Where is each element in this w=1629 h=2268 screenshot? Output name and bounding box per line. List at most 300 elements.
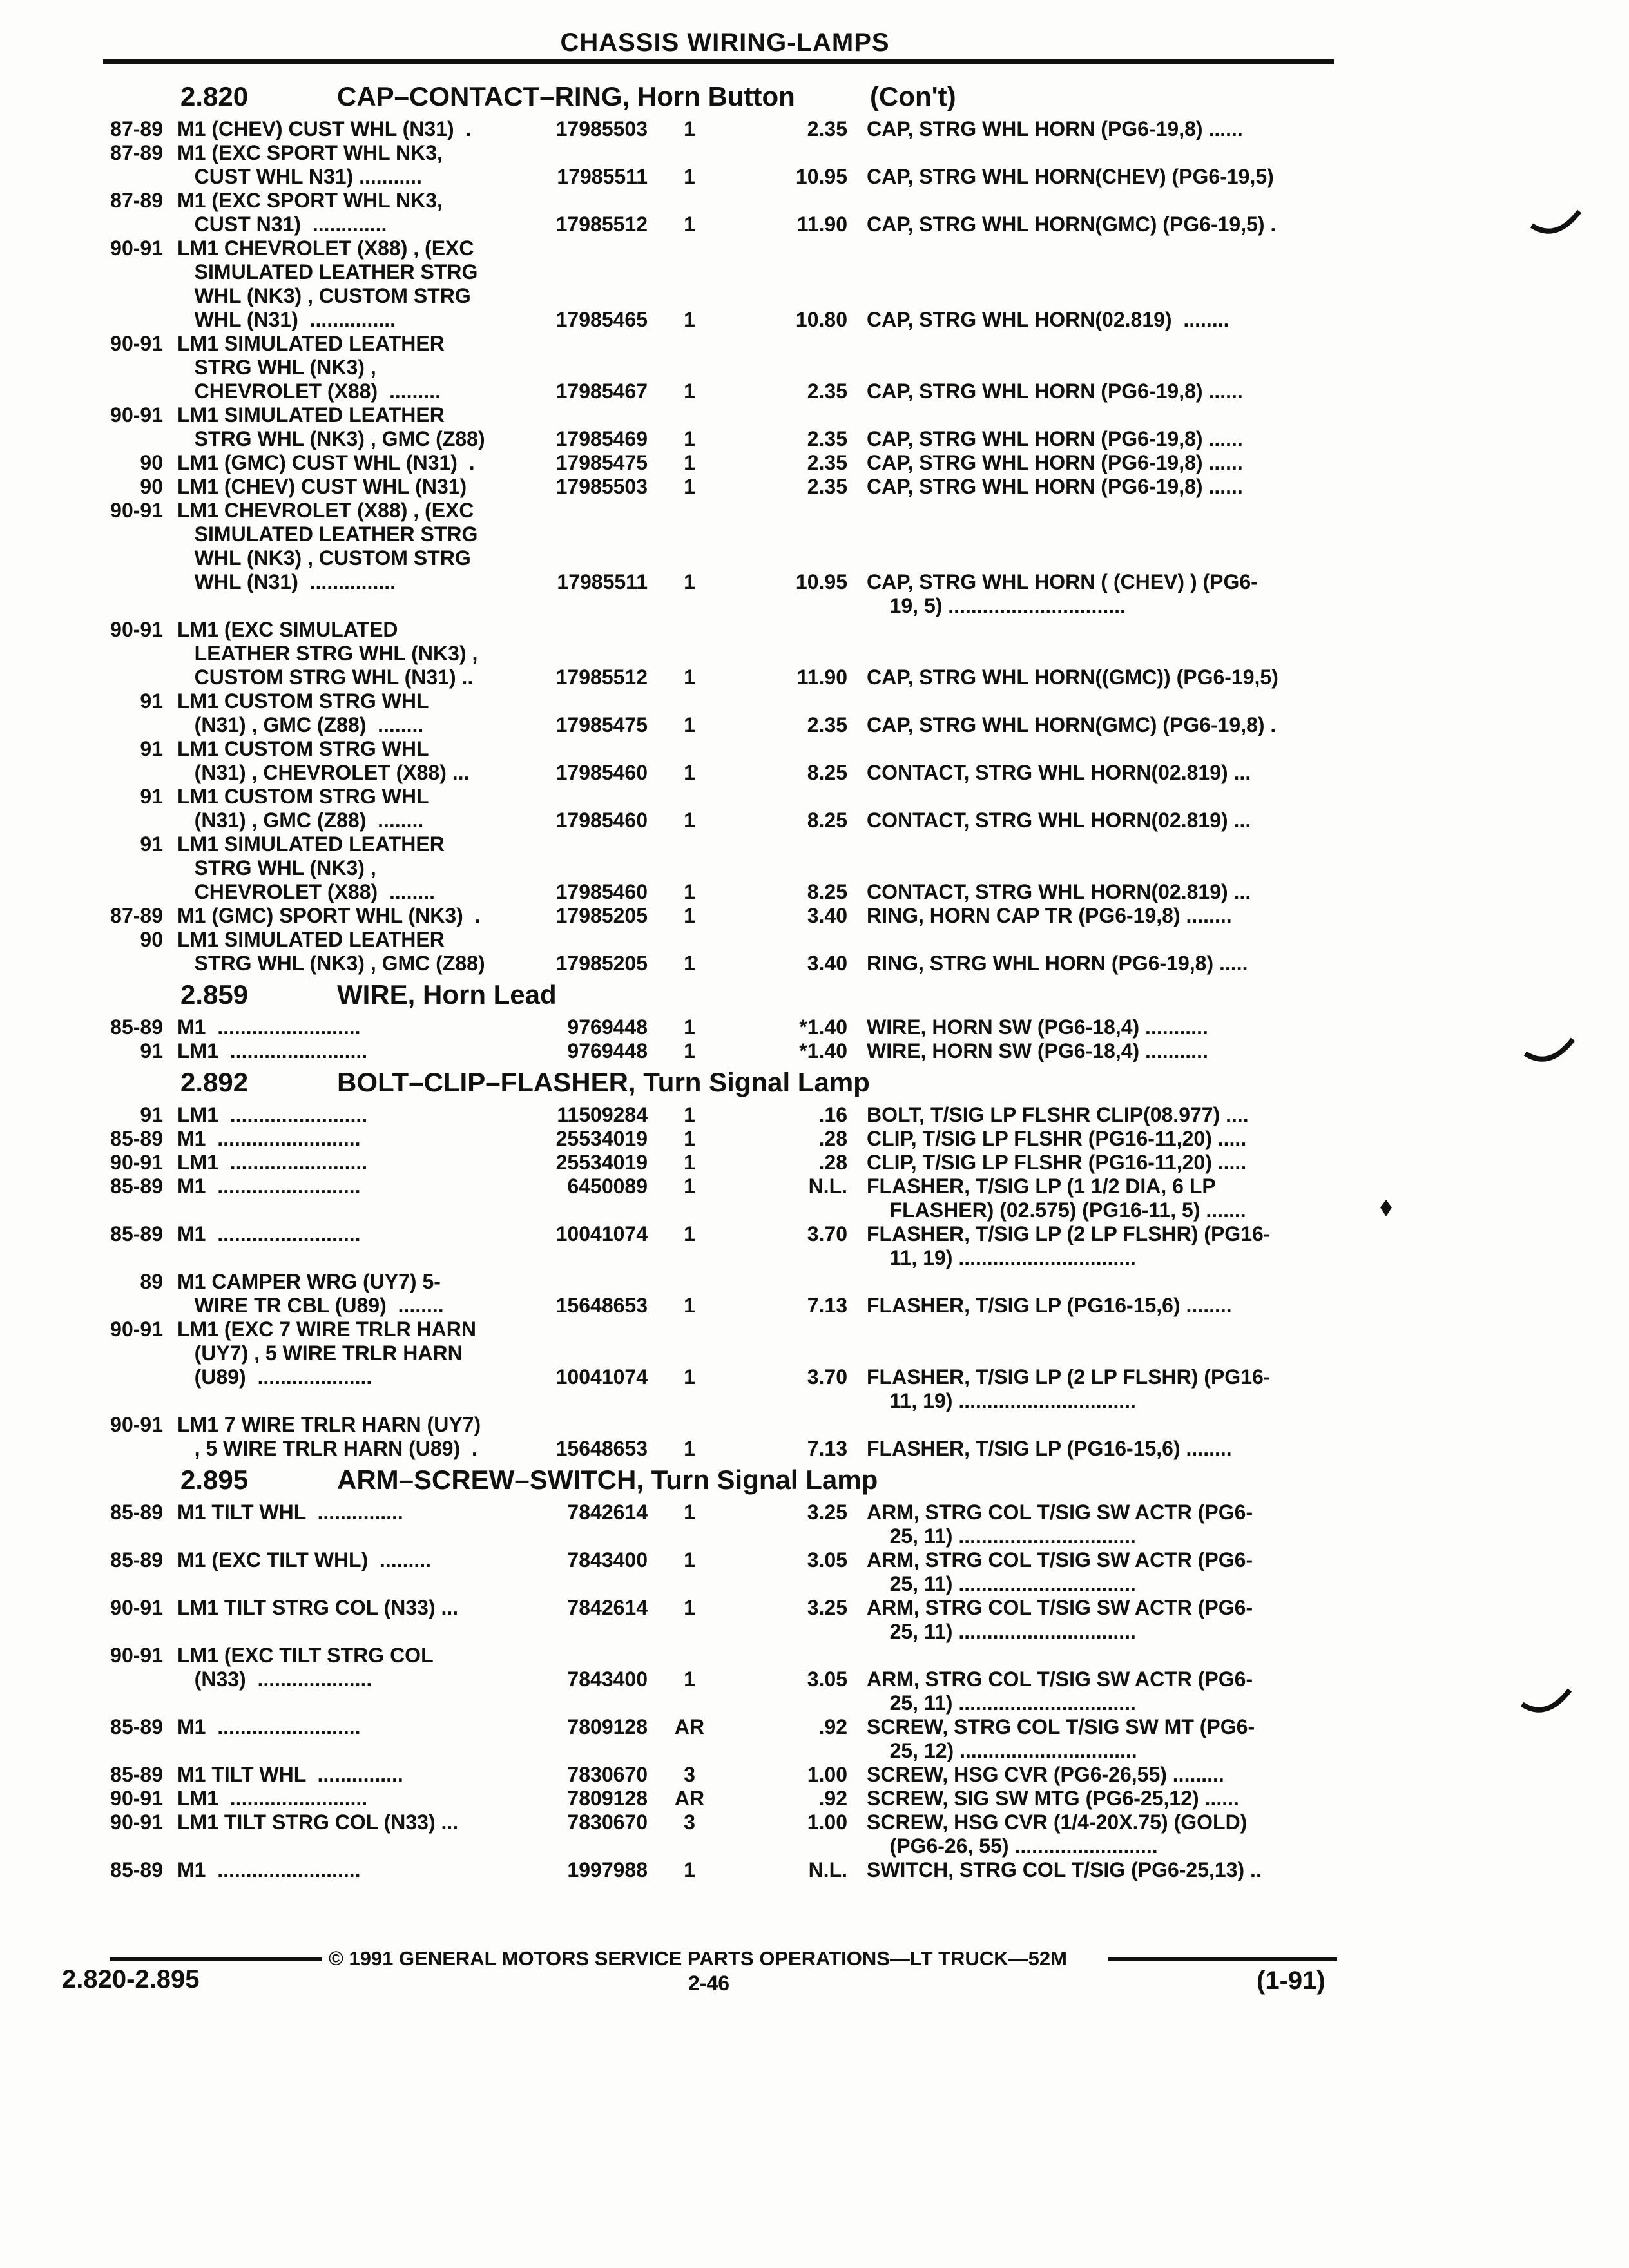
usage-line: SIMULATED LEATHER STRG (177, 260, 478, 284)
price: 3.40 (807, 952, 847, 975)
model-years: 90-91 (110, 1644, 163, 1667)
section-number: 2.859 (180, 979, 249, 1010)
part-name-line: 25, 12) ............................... (867, 1739, 1137, 1762)
table-row (93, 1811, 1340, 1858)
quantity: 1 (684, 308, 695, 331)
part-name-line: (PG6-26, 55) ......................... (867, 1834, 1158, 1858)
usage-line: (UY7) , 5 WIRE TRLR HARN (177, 1341, 463, 1365)
section-continued: (Con't) (870, 81, 956, 111)
part-name-line: CAP, STRG WHL HORN (PG6-19,8) ...... (867, 451, 1243, 474)
binder-mark-icon (1521, 1685, 1572, 1717)
table-row (93, 1039, 1340, 1063)
section-number: 2.895 (180, 1465, 249, 1495)
part-number: 17985469 (555, 427, 648, 450)
model-years: 90-91 (110, 1787, 163, 1810)
part-name-line: BOLT, T/SIG LP FLSHR CLIP(08.977) .... (867, 1103, 1249, 1126)
part-number: 17985205 (555, 904, 648, 927)
part-name (867, 427, 1344, 451)
footer-section-range: 2.820-2.895 (62, 1965, 200, 1994)
price: .92 (818, 1787, 847, 1810)
part-name-line: CAP, STRG WHL HORN (PG6-19,8) ...... (867, 427, 1243, 450)
table-row (93, 1270, 1340, 1318)
table-row (93, 1644, 1340, 1715)
table-row (93, 1103, 1340, 1127)
price: N.L. (808, 1175, 847, 1198)
quantity: AR (674, 1787, 705, 1810)
ink-spot-icon (1378, 1198, 1394, 1218)
usage-line: LM1 CUSTOM STRG WHL (177, 737, 429, 760)
usage-line: WHL (NK3) , CUSTOM STRG (177, 546, 471, 570)
quantity: 1 (684, 809, 695, 832)
usage-line: LM1 SIMULATED LEATHER (177, 403, 445, 427)
usage-line: LM1 (EXC TILT STRG COL (177, 1644, 434, 1667)
model-years: 90-91 (110, 332, 163, 355)
usage-line: M1 ......................... (177, 1222, 361, 1245)
table-row (93, 141, 1340, 189)
usage-line: (U89) .................... (177, 1365, 372, 1389)
part-name-line: ARM, STRG COL T/SIG SW ACTR (PG6- (867, 1548, 1253, 1571)
quantity: 1 (684, 952, 695, 975)
quantity: 1 (684, 1103, 695, 1126)
price: 10.95 (795, 165, 847, 188)
usage-line: CUST N31) ............. (177, 213, 387, 236)
part-name (867, 475, 1344, 499)
usage-line: (N33) .................... (177, 1667, 372, 1691)
price: 10.95 (795, 570, 847, 593)
model-years: 89 (140, 1270, 163, 1293)
quantity: 1 (684, 1365, 695, 1389)
section-heading (93, 1063, 1340, 1103)
usage-line: LM1 (EXC 7 WIRE TRLR HARN (177, 1318, 476, 1341)
part-number: 17985460 (555, 761, 648, 784)
price: 3.05 (807, 1548, 847, 1571)
part-name-line: SCREW, HSG CVR (PG6-26,55) ......... (867, 1763, 1224, 1786)
part-number: 6450089 (567, 1175, 648, 1198)
table-row (93, 1015, 1340, 1039)
part-number: 15648653 (555, 1437, 648, 1460)
quantity: 1 (684, 451, 695, 474)
usage-line: LM1 CHEVROLET (X88) , (EXC (177, 236, 474, 260)
part-name (867, 380, 1344, 403)
part-name-line: SWITCH, STRG COL T/SIG (PG6-25,13) .. (867, 1858, 1262, 1881)
model-years: 90-91 (110, 236, 163, 260)
part-name (867, 1437, 1344, 1461)
part-name-line: CAP, STRG WHL HORN (PG6-19,8) ...... (867, 380, 1243, 403)
price: *1.40 (799, 1015, 847, 1039)
usage-line: M1 ......................... (177, 1175, 361, 1198)
part-name (867, 713, 1344, 737)
usage-line: CHEVROLET (X88) ......... (177, 380, 441, 403)
part-name (867, 666, 1344, 689)
part-name-line: CAP, STRG WHL HORN(GMC) (PG6-19,5) . (867, 213, 1277, 236)
usage-line: LM1 ........................ (177, 1787, 368, 1810)
quantity: 1 (684, 380, 695, 403)
part-name-line: RING, STRG WHL HORN (PG6-19,8) ..... (867, 952, 1248, 975)
model-years: 90-91 (110, 1151, 163, 1174)
usage-line: CHEVROLET (X88) ........ (177, 880, 436, 903)
usage-line: M1 ......................... (177, 1127, 361, 1150)
quantity: 1 (684, 713, 695, 736)
part-name-line: 19, 5) ............................... (867, 594, 1126, 617)
quantity: 1 (684, 666, 695, 689)
model-years: 90-91 (110, 1596, 163, 1619)
model-years: 91 (140, 785, 163, 808)
footer-rule-left (110, 1957, 322, 1961)
model-years: 87-89 (110, 904, 163, 927)
usage-line: WHL (N31) ............... (177, 308, 396, 331)
model-years: 91 (140, 1103, 163, 1126)
part-name-line: SCREW, STRG COL T/SIG SW MT (PG6- (867, 1715, 1255, 1738)
usage-line: LM1 SIMULATED LEATHER (177, 832, 445, 856)
table-row (93, 928, 1340, 975)
part-name-line: CAP, STRG WHL HORN(02.819) ........ (867, 308, 1229, 331)
part-number: 17985205 (555, 952, 648, 975)
part-name-line: CAP, STRG WHL HORN((GMC)) (PG6-19,5) (867, 666, 1278, 689)
table-row (93, 785, 1340, 832)
model-years: 90-91 (110, 1413, 163, 1436)
binder-mark-icon (1530, 206, 1582, 238)
part-number: 17985475 (555, 451, 648, 474)
part-name (867, 1015, 1344, 1039)
table-row (93, 189, 1340, 236)
price: 11.90 (796, 666, 847, 689)
section-number: 2.820 (180, 81, 249, 111)
part-name-line: WIRE, HORN SW (PG6-18,4) ........... (867, 1015, 1208, 1039)
part-name (867, 1763, 1344, 1787)
quantity: 1 (684, 1596, 695, 1619)
quantity: 1 (684, 1127, 695, 1150)
table-row (93, 475, 1340, 499)
quantity: 1 (684, 570, 695, 593)
model-years: 85-89 (110, 1222, 163, 1245)
part-name-line: FLASHER, T/SIG LP (1 1/2 DIA, 6 LP (867, 1175, 1216, 1198)
price: 2.35 (807, 713, 847, 736)
price: N.L. (808, 1858, 847, 1881)
quantity: 1 (684, 1667, 695, 1691)
price: 2.35 (807, 475, 847, 498)
price: 10.80 (795, 308, 847, 331)
part-name (867, 1103, 1344, 1127)
price: 8.25 (807, 761, 847, 784)
page-title: CHASSIS WIRING-LAMPS (560, 28, 890, 57)
usage-line: LM1 TILT STRG COL (N33) ... (177, 1811, 459, 1834)
table-row (93, 1222, 1340, 1270)
part-number: 7843400 (567, 1667, 648, 1691)
table-row (93, 236, 1340, 332)
usage-line: STRG WHL (NK3) , (177, 856, 376, 879)
table-row (93, 689, 1340, 737)
usage-line: WIRE TR CBL (U89) ........ (177, 1294, 444, 1317)
section-heading (93, 975, 1340, 1015)
part-name (867, 952, 1344, 975)
usage-line: LEATHER STRG WHL (NK3) , (177, 642, 478, 665)
price: 3.25 (807, 1501, 847, 1524)
quantity: 1 (684, 1548, 695, 1571)
part-name (867, 1811, 1344, 1858)
footer-rule-right (1108, 1957, 1337, 1961)
section-title: ARM–SCREW–SWITCH, Turn Signal Lamp (337, 1465, 878, 1495)
quantity: AR (674, 1715, 705, 1738)
model-years: 91 (140, 689, 163, 713)
usage-line: STRG WHL (NK3) , GMC (Z88) (177, 427, 485, 450)
quantity: 1 (684, 1039, 695, 1062)
parts-catalog (93, 77, 1340, 1882)
part-name-line: RING, HORN CAP TR (PG6-19,8) ........ (867, 904, 1232, 927)
part-name-line: CLIP, T/SIG LP FLSHR (PG16-11,20) ..... (867, 1127, 1247, 1150)
table-row (93, 618, 1340, 689)
part-name-line: CAP, STRG WHL HORN(GMC) (PG6-19,8) . (867, 713, 1277, 736)
table-row (93, 832, 1340, 904)
part-number: 9769448 (567, 1039, 648, 1062)
usage-line: M1 ......................... (177, 1015, 361, 1039)
table-row (93, 1127, 1340, 1151)
price: 7.13 (807, 1437, 847, 1460)
part-name (867, 1667, 1344, 1715)
part-name-line: 11, 19) ............................... (867, 1246, 1136, 1269)
price: .92 (818, 1715, 847, 1738)
usage-line: LM1 SIMULATED LEATHER (177, 332, 445, 355)
part-name-line: CAP, STRG WHL HORN (PG6-19,8) ...... (867, 475, 1243, 498)
part-number: 17985512 (555, 213, 648, 236)
usage-line: STRG WHL (NK3) , (177, 356, 376, 379)
quantity: 1 (684, 1858, 695, 1881)
price: .28 (818, 1127, 847, 1150)
price: 3.05 (807, 1667, 847, 1691)
usage-line: LM1 (GMC) CUST WHL (N31) . (177, 451, 475, 474)
model-years: 91 (140, 832, 163, 856)
part-name (867, 1501, 1344, 1548)
model-years: 85-89 (110, 1175, 163, 1198)
usage-line: WHL (NK3) , CUSTOM STRG (177, 284, 471, 307)
quantity: 1 (684, 1294, 695, 1317)
model-years: 85-89 (110, 1548, 163, 1571)
part-name (867, 1715, 1344, 1763)
part-name-line: CONTACT, STRG WHL HORN(02.819) ... (867, 761, 1251, 784)
part-name (867, 904, 1344, 928)
quantity: 1 (684, 1015, 695, 1039)
quantity: 1 (684, 475, 695, 498)
model-years: 85-89 (110, 1715, 163, 1738)
header-rule (103, 59, 1334, 64)
model-years: 85-89 (110, 1858, 163, 1881)
quantity: 1 (684, 761, 695, 784)
part-name-line: FLASHER, T/SIG LP (2 LP FLSHR) (PG16- (867, 1222, 1271, 1245)
usage-line: LM1 CUSTOM STRG WHL (177, 785, 429, 808)
part-number: 17985512 (555, 666, 648, 689)
part-name-line: CAP, STRG WHL HORN ( (CHEV) ) (PG6- (867, 570, 1258, 593)
part-name (867, 213, 1344, 236)
quantity: 1 (684, 880, 695, 903)
usage-line: LM1 CUSTOM STRG WHL (177, 689, 429, 713)
part-number: 1997988 (567, 1858, 648, 1881)
price: 2.35 (807, 427, 847, 450)
usage-line: LM1 (EXC SIMULATED (177, 618, 398, 641)
table-row (93, 451, 1340, 475)
quantity: 1 (684, 427, 695, 450)
usage-line: LM1 7 WIRE TRLR HARN (UY7) (177, 1413, 481, 1436)
part-name-line: ARM, STRG COL T/SIG SW ACTR (PG6- (867, 1667, 1253, 1691)
section-heading (93, 1461, 1340, 1501)
quantity: 3 (684, 1811, 695, 1834)
quantity: 1 (684, 1151, 695, 1174)
table-row (93, 332, 1340, 403)
table-row (93, 1596, 1340, 1644)
part-name (867, 809, 1344, 832)
price: 3.25 (807, 1596, 847, 1619)
part-name (867, 1858, 1344, 1882)
usage-line: CUSTOM STRG WHL (N31) .. (177, 666, 474, 689)
usage-line: (N31) , CHEVROLET (X88) ... (177, 761, 470, 784)
usage-line: CUST WHL N31) ........... (177, 165, 422, 188)
model-years: 91 (140, 1039, 163, 1062)
part-name (867, 570, 1344, 618)
section-title: WIRE, Horn Lead (337, 979, 557, 1010)
model-years: 87-89 (110, 117, 163, 140)
part-name (867, 761, 1344, 785)
part-name-line: 11, 19) ............................... (867, 1389, 1136, 1412)
section-heading (93, 77, 1340, 117)
usage-line: M1 (EXC SPORT WHL NK3, (177, 189, 443, 212)
price: .16 (818, 1103, 847, 1126)
price: 3.40 (807, 904, 847, 927)
section-title: CAP–CONTACT–RING, Horn Button (337, 81, 795, 111)
table-row (93, 117, 1340, 141)
quantity: 1 (684, 904, 695, 927)
usage-line: (N31) , GMC (Z88) ........ (177, 809, 424, 832)
part-name-line: CONTACT, STRG WHL HORN(02.819) ... (867, 880, 1251, 903)
part-number: 17985475 (555, 713, 648, 736)
usage-line: LM1 CHEVROLET (X88) , (EXC (177, 499, 474, 522)
price: 2.35 (807, 380, 847, 403)
part-name-line: CLIP, T/SIG LP FLSHR (PG16-11,20) ..... (867, 1151, 1247, 1174)
part-name (867, 308, 1344, 332)
table-row (93, 403, 1340, 451)
part-number: 7843400 (567, 1548, 648, 1571)
table-row (93, 1715, 1340, 1763)
part-number: 17985503 (555, 117, 648, 140)
part-name-line: 25, 11) ............................... (867, 1572, 1136, 1595)
usage-line: M1 (GMC) SPORT WHL (NK3) . (177, 904, 481, 927)
part-number: 15648653 (555, 1294, 648, 1317)
table-row (93, 1858, 1340, 1882)
model-years: 90 (140, 928, 163, 951)
part-name (867, 1294, 1344, 1318)
table-row (93, 499, 1340, 618)
usage-line: M1 (EXC TILT WHL) ......... (177, 1548, 432, 1571)
part-name (867, 1175, 1344, 1222)
quantity: 3 (684, 1763, 695, 1786)
usage-line: M1 (CHEV) CUST WHL (N31) . (177, 117, 472, 140)
model-years: 87-89 (110, 189, 163, 212)
model-years: 85-89 (110, 1501, 163, 1524)
part-name-line: SCREW, HSG CVR (1/4-20X.75) (GOLD) (867, 1811, 1248, 1834)
part-number: 7809128 (567, 1715, 648, 1738)
model-years: 90-91 (110, 403, 163, 427)
part-name-line: SCREW, SIG SW MTG (PG6-25,12) ...... (867, 1787, 1239, 1810)
usage-line: M1 ......................... (177, 1858, 361, 1881)
model-years: 90 (140, 475, 163, 498)
part-number: 10041074 (555, 1222, 648, 1245)
part-number: 7842614 (567, 1501, 648, 1524)
section-title: BOLT–CLIP–FLASHER, Turn Signal Lamp (337, 1067, 870, 1097)
model-years: 90-91 (110, 1811, 163, 1834)
model-years: 90 (140, 451, 163, 474)
quantity: 1 (684, 165, 695, 188)
model-years: 91 (140, 737, 163, 760)
model-years: 87-89 (110, 141, 163, 164)
usage-line: M1 CAMPER WRG (UY7) 5- (177, 1270, 441, 1293)
part-name-line: 25, 11) ............................... (867, 1691, 1136, 1715)
price: 1.00 (807, 1811, 847, 1834)
price: 3.70 (807, 1222, 847, 1245)
part-number: 7830670 (567, 1763, 648, 1786)
section-number: 2.892 (180, 1067, 249, 1097)
usage-line: LM1 ........................ (177, 1039, 368, 1062)
usage-line: M1 (EXC SPORT WHL NK3, (177, 141, 443, 164)
part-name-line: ARM, STRG COL T/SIG SW ACTR (PG6- (867, 1596, 1253, 1619)
usage-line: M1 TILT WHL ............... (177, 1501, 403, 1524)
part-name (867, 1127, 1344, 1151)
table-row (93, 1763, 1340, 1787)
usage-line: M1 ......................... (177, 1715, 361, 1738)
usage-line: , 5 WIRE TRLR HARN (U89) . (177, 1437, 477, 1460)
table-row (93, 1501, 1340, 1548)
part-name (867, 880, 1344, 904)
price: 2.35 (807, 117, 847, 140)
price: 3.70 (807, 1365, 847, 1389)
part-name-line: FLASHER, T/SIG LP (2 LP FLSHR) (PG16- (867, 1365, 1271, 1389)
usage-line: LM1 ........................ (177, 1103, 368, 1126)
price: *1.40 (799, 1039, 847, 1062)
part-number: 17985467 (555, 380, 648, 403)
table-row (93, 737, 1340, 785)
usage-line: (N31) , GMC (Z88) ........ (177, 713, 424, 736)
part-number: 17985511 (557, 165, 648, 188)
table-row (93, 1548, 1340, 1596)
part-number: 7809128 (567, 1787, 648, 1810)
quantity: 1 (684, 1222, 695, 1245)
quantity: 1 (684, 1501, 695, 1524)
model-years: 85-89 (110, 1127, 163, 1150)
part-number: 17985503 (555, 475, 648, 498)
part-number: 17985465 (555, 308, 648, 331)
part-name-line: CAP, STRG WHL HORN (PG6-19,8) ...... (867, 117, 1243, 140)
usage-line: LM1 SIMULATED LEATHER (177, 928, 445, 951)
price: 2.35 (807, 451, 847, 474)
part-number: 7842614 (567, 1596, 648, 1619)
usage-line: LM1 (CHEV) CUST WHL (N31) (177, 475, 467, 498)
part-name-line: FLASHER, T/SIG LP (PG16-15,6) ........ (867, 1294, 1232, 1317)
part-name (867, 1787, 1344, 1811)
part-name-line: CONTACT, STRG WHL HORN(02.819) ... (867, 809, 1251, 832)
part-number: 17985460 (555, 809, 648, 832)
model-years: 90-91 (110, 499, 163, 522)
part-number: 25534019 (555, 1127, 648, 1150)
part-name (867, 117, 1344, 141)
table-row (93, 904, 1340, 928)
price: 11.90 (796, 213, 847, 236)
part-name (867, 1596, 1344, 1644)
footer-page-number: 2-46 (688, 1972, 730, 1995)
part-number: 17985460 (555, 880, 648, 903)
quantity: 1 (684, 117, 695, 140)
part-name-line: 25, 11) ............................... (867, 1524, 1136, 1548)
table-row (93, 1787, 1340, 1811)
usage-line: STRG WHL (NK3) , GMC (Z88) (177, 952, 485, 975)
part-name (867, 1151, 1344, 1175)
part-name (867, 1039, 1344, 1063)
model-years: 90-91 (110, 1318, 163, 1341)
